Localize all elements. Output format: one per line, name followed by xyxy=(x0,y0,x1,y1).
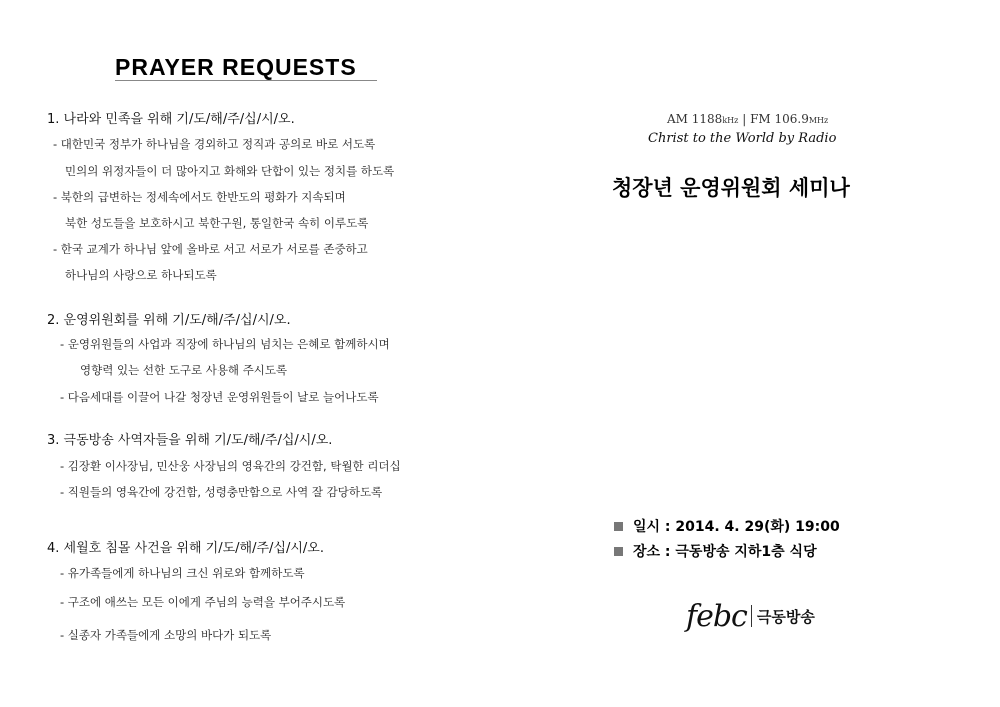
frequency-separator: | xyxy=(742,112,747,126)
section-4-line: - 구조에 애쓰는 모든 이에게 주님의 능력을 부어주시도록 xyxy=(60,595,346,609)
febc-logo-mark: febc xyxy=(686,598,747,634)
section-1-line: - 한국 교계가 하나님 앞에 올바로 서고 서로가 서로를 존중하고 xyxy=(53,242,368,256)
section-2-line: - 다음세대를 이끌어 나갈 청장년 운영위원들이 날로 늘어나도록 xyxy=(60,390,379,404)
event-place xyxy=(614,541,817,561)
event-date-label: 일시 : 2014. 4. 29(화) 19:00 xyxy=(633,519,840,535)
section-1-line: 민의의 위정자들이 더 많아지고 화해와 단합이 있는 정치를 하도록 xyxy=(65,164,395,178)
section-1-line: - 북한의 급변하는 정세속에서도 한반도의 평화가 지속되며 xyxy=(53,190,346,204)
febc-logo xyxy=(686,593,815,639)
event-date xyxy=(614,516,840,536)
logo-divider xyxy=(751,605,752,627)
fm-frequency: FM 106.9 xyxy=(750,112,809,126)
radio-frequencies xyxy=(667,112,828,126)
febc-logo-name: 극동방송 xyxy=(756,607,815,626)
event-title: 청장년 운영위원회 세미나 xyxy=(612,176,850,200)
page-title: PRAYER REQUESTS xyxy=(115,54,357,80)
section-4-heading: 4. 세월호 침몰 사건을 위해 기/도/해/주/십/시/오. xyxy=(47,541,324,556)
event-place-label: 장소 : 극동방송 지하1층 식당 xyxy=(633,544,817,560)
section-1-heading: 1. 나라와 민족을 위해 기/도/해/주/십/시/오. xyxy=(47,112,295,127)
bullet-square-icon xyxy=(614,547,623,556)
section-1-line: - 대한민국 정부가 하나님을 경외하고 정직과 공의로 바로 서도록 xyxy=(53,137,376,151)
title-underline xyxy=(115,80,377,81)
section-4-line: - 유가족들에게 하나님의 크신 위로와 함께하도록 xyxy=(60,566,305,580)
section-3-line: - 김장환 이사장님, 민산웅 사장님의 영육간의 강건함, 탁월한 리더십 xyxy=(60,459,401,473)
am-frequency: AM 1188 xyxy=(667,112,723,126)
section-4-line: - 실종자 가족들에게 소망의 바다가 되도록 xyxy=(60,628,272,642)
section-1-line: 하나님의 사랑으로 하나되도록 xyxy=(65,268,217,282)
section-2-heading: 2. 운영위원회를 위해 기/도/해/주/십/시/오. xyxy=(47,313,291,328)
bullet-square-icon xyxy=(614,522,623,531)
section-3-heading: 3. 극동방송 사역자들을 위해 기/도/해/주/십/시/오. xyxy=(47,433,333,448)
am-unit: kHz xyxy=(722,116,739,125)
radio-slogan: Christ to the World by Radio xyxy=(648,131,837,146)
section-2-line: 영향력 있는 선한 도구로 사용해 주시도록 xyxy=(80,363,288,377)
section-1-line: 북한 성도들을 보호하시고 북한구원, 통일한국 속히 이루도록 xyxy=(65,216,369,230)
section-3-line: - 직원들의 영육간에 강건함, 성령충만함으로 사역 잘 감당하도록 xyxy=(60,485,383,499)
section-2-line: - 운영위원들의 사업과 직장에 하나님의 넘치는 은혜로 함께하시며 xyxy=(60,337,390,351)
fm-unit: MHz xyxy=(808,116,829,125)
